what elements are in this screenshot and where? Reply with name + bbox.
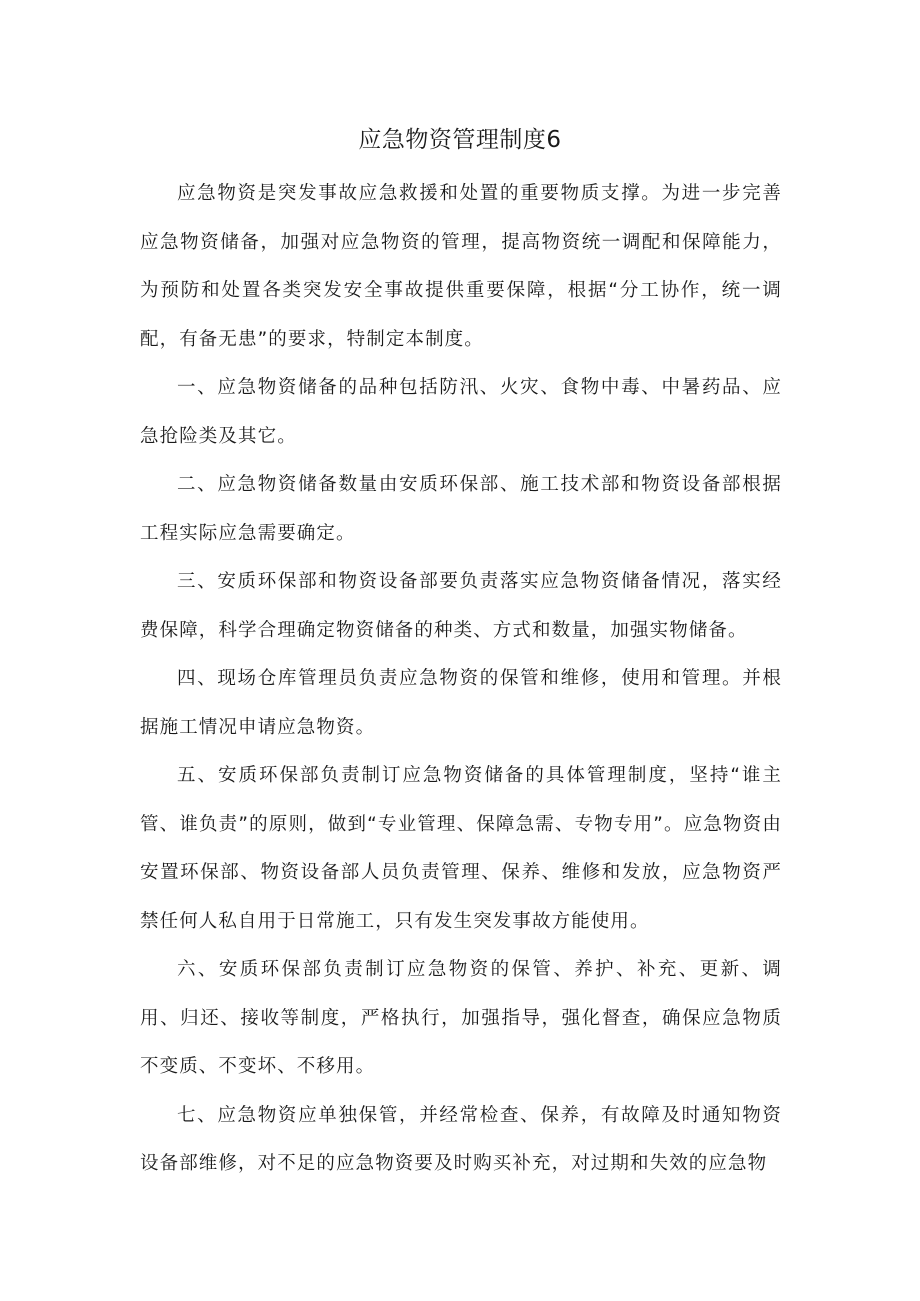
- paragraph-5: 五、安质环保部负责制订应急物资储备的具体管理制度，坚持“谁主管、谁负责”的原则，做到“专业管理、保障急需、专物专用”。应急物资由安置环保部、物资设备部人员负责管理、保养、维修和发放，应急物资严禁任何人私自用于日常施工，只有发生突发事故方能使用。: [140, 765, 782, 932]
- paragraph-6: 六、安质环保部负责制订应急物资的保管、养护、补充、更新、调用、归还、接收等制度，严格执行，加强指导，强化督查，确保应急物质不变质、不变坏、不移用。: [140, 959, 782, 1077]
- paragraph-3: 三、安质环保部和物资设备部要负责落实应急物资储备情况，落实经费保障，科学合理确定物资储备的种类、方式和数量，加强实物储备。: [140, 571, 782, 641]
- paragraph-4: 四、现场仓库管理员负责应急物资的保管和维修，使用和管理。并根据施工情况申请应急物资。: [140, 668, 782, 738]
- paragraph-intro: 应急物资是突发事故应急救援和处置的重要物质支撑。为进一步完善应急物资储备，加强对应急物资的管理，提高物资统一调配和保障能力，为预防和处置各类突发安全事故提供重要保障，根据“分工协作，统一调配，有备无患”的要求，特制定本制度。: [140, 183, 782, 350]
- document-body: [140, 170, 782, 1189]
- document-title: 应急物资管理制度6: [358, 127, 562, 153]
- paragraph-7: 七、应急物资应单独保管，并经常检查、保养，有故障及时通知物资设备部维修，对不足的应急物资要及时购买补充，对过期和失效的应急物: [140, 1104, 782, 1174]
- paragraph-1: 一、应急物资储备的品种包括防汛、火灾、食物中毒、中暑药品、应急抢险类及其它。: [140, 377, 782, 447]
- paragraph-2: 二、应急物资储备数量由安质环保部、施工技术部和物资设备部根据工程实际应急需要确定。: [140, 474, 782, 544]
